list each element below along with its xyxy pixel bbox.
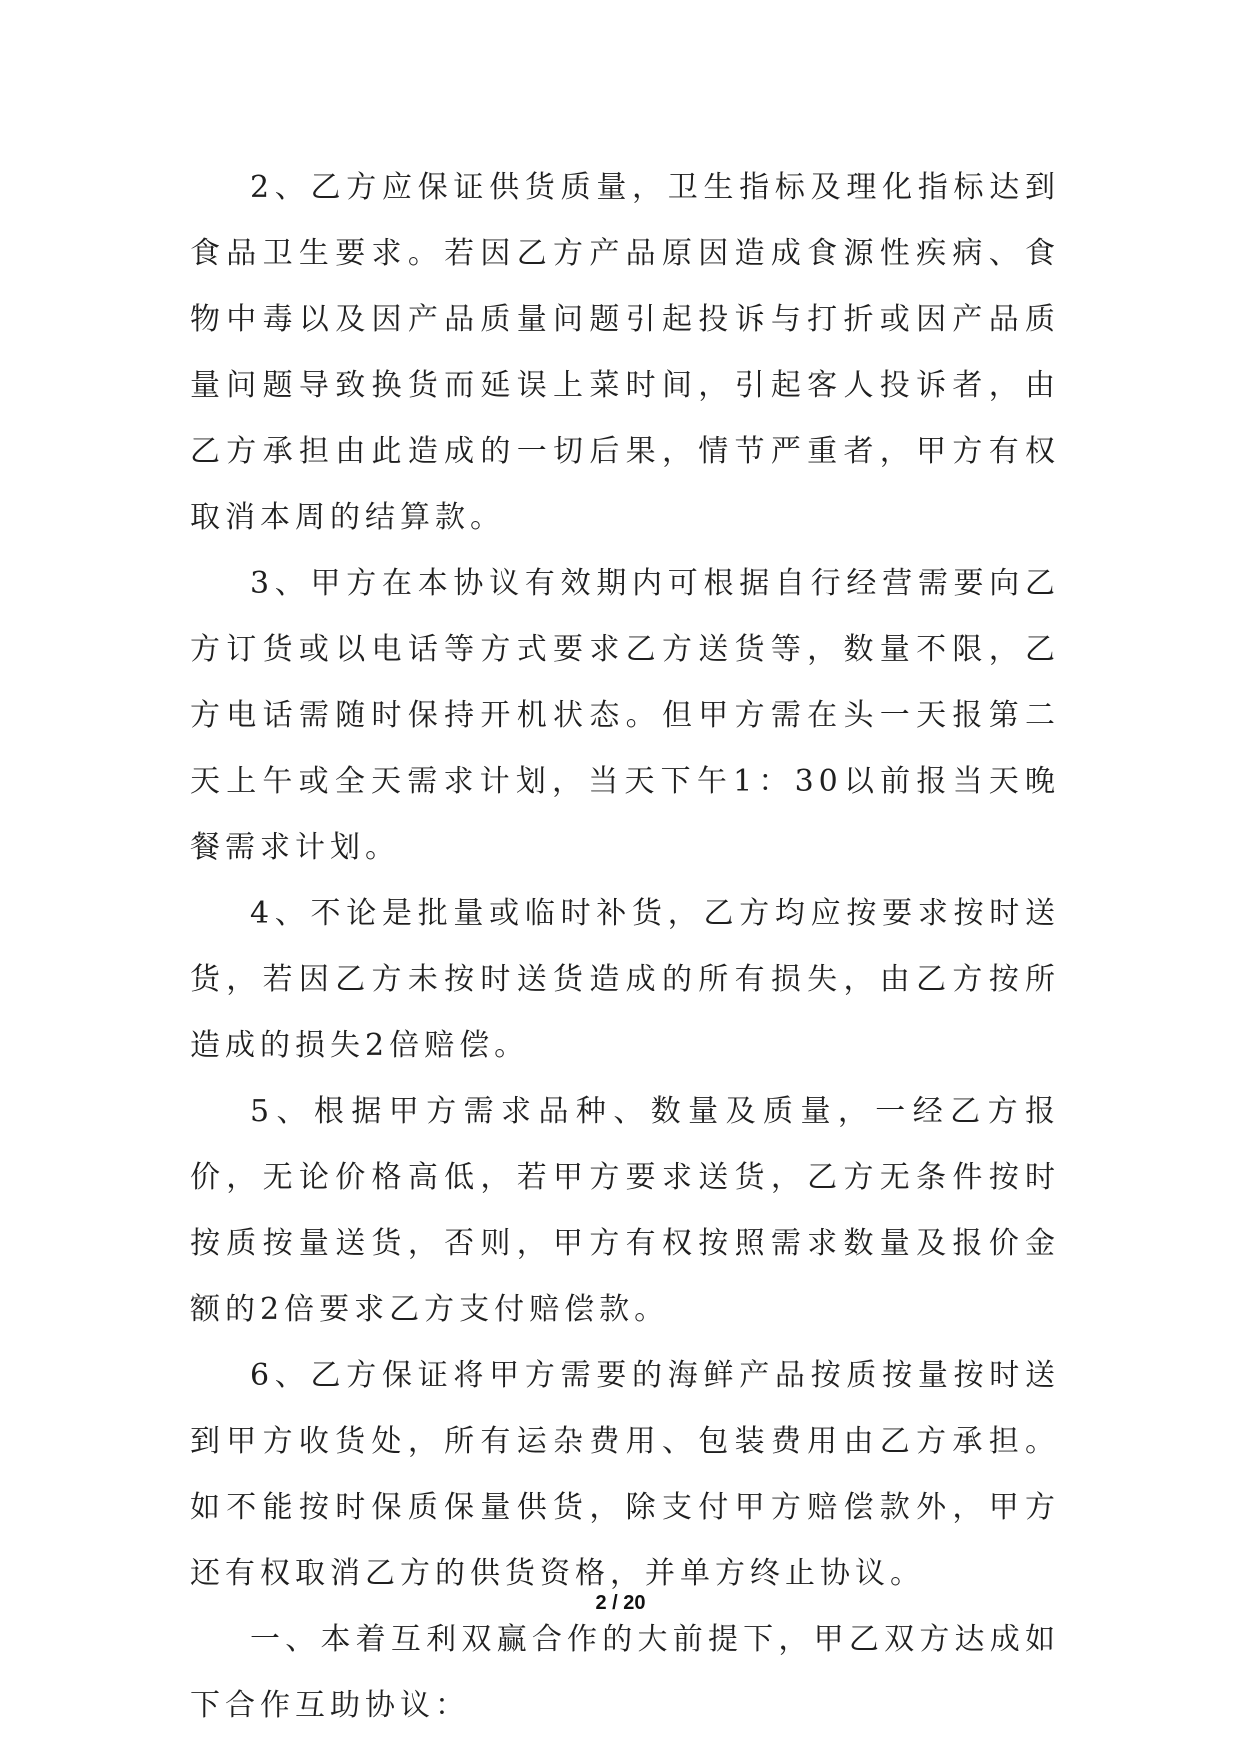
paragraph-section-1: 一、本着互利双赢合作的大前提下，甲乙双方达成如下合作互助协议： [190, 1622, 1060, 1723]
paragraph-clause-5: 5、根据甲方需求品种、数量及质量，一经乙方报价，无论价格高低，若甲方要求送货，乙方无条件按时按质按量送货，否则，甲方有权按照需求数量及报价金额的2倍要求乙方支付赔偿款。 [190, 1094, 1060, 1327]
paragraph-clause-3: 3、甲方在本协议有效期内可根据自行经营需要向乙方订货或以电话等方式要求乙方送货等，数量不限，乙方电话需随时保持开机状态。但甲方需在头一天报第二天上午或全天需求计划，当天下午1：30以前报当天晚餐需求计划。 [190, 566, 1060, 865]
document-body [190, 155, 1060, 1739]
paragraph-clause-6: 6、乙方保证将甲方需要的海鲜产品按质按量按时送到甲方收货处，所有运杂费用、包装费用由乙方承担。如不能按时保质保量供货，除支付甲方赔偿款外，甲方还有权取消乙方的供货资格，并单方终止协议。 [190, 1358, 1060, 1591]
paragraph-clause-4: 4、不论是批量或临时补货，乙方均应按要求按时送货，若因乙方未按时送货造成的所有损失，由乙方按所造成的损失2倍赔偿。 [190, 896, 1060, 1063]
paragraph-clause-2: 2、乙方应保证供货质量，卫生指标及理化指标达到食品卫生要求。若因乙方产品原因造成食源性疾病、食物中毒以及因产品质量问题引起投诉与打折或因产品质量问题导致换货而延误上菜时间，引起客人投诉者，由乙方承担由此造成的一切后果，情节严重者，甲方有权取消本周的结算款。 [190, 170, 1060, 535]
page-number: 2 / 20 [595, 1592, 646, 1614]
